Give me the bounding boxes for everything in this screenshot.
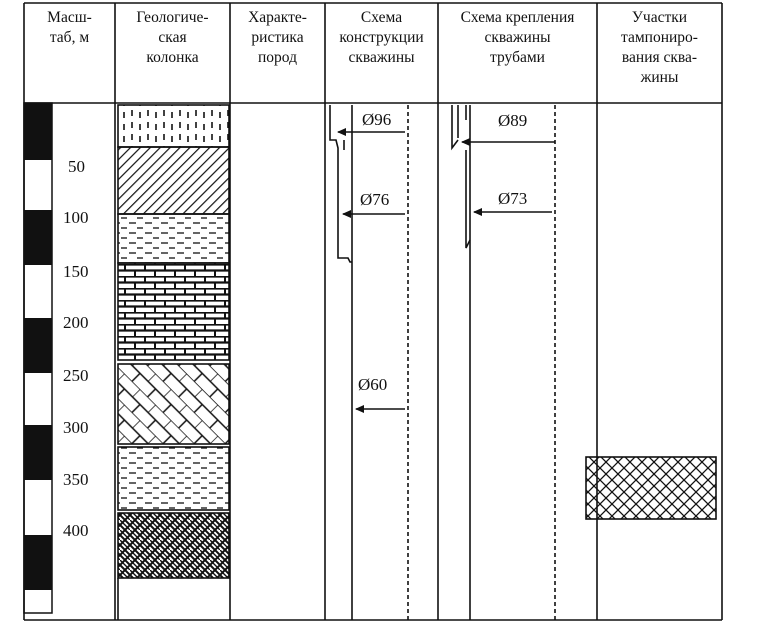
casing-scheme bbox=[452, 105, 555, 620]
scale-tick-label: 300 bbox=[63, 418, 89, 437]
scale-tick-label: 100 bbox=[63, 208, 89, 227]
scale-tick-label: 200 bbox=[63, 313, 89, 332]
scale-segment bbox=[24, 425, 52, 480]
geological-column bbox=[118, 105, 229, 620]
scale-segment bbox=[24, 318, 52, 373]
scale-tick-label: 250 bbox=[63, 366, 89, 385]
diameter-label-96: Ø96 bbox=[362, 110, 392, 129]
layer-limestone bbox=[118, 263, 229, 360]
layer-shale bbox=[118, 147, 229, 214]
scale-bar bbox=[24, 103, 52, 613]
header-casing-scheme: Схема крепления скважины трубами bbox=[460, 9, 575, 66]
header-scale: Масш- таб, м bbox=[47, 9, 92, 46]
scale-segment bbox=[24, 210, 52, 265]
layer-clay bbox=[118, 214, 229, 263]
diameter-label-76: Ø76 bbox=[360, 190, 390, 209]
layer-crystalline bbox=[118, 513, 229, 578]
scale-tick-label: 50 bbox=[68, 157, 85, 176]
layer-sand bbox=[118, 105, 229, 147]
well-wall-stepped bbox=[330, 105, 352, 262]
header-well-construction: Схема конструкции скважины bbox=[339, 9, 424, 66]
scale-segment bbox=[24, 535, 52, 590]
scale-tick-label: 150 bbox=[63, 262, 89, 281]
header-geological-column: Геологиче- ская колонка bbox=[136, 9, 209, 66]
layer-dolomite bbox=[118, 364, 229, 444]
diameter-label-73: Ø73 bbox=[498, 189, 528, 208]
diameter-label-89: Ø89 bbox=[498, 111, 528, 130]
layer-clay-lower bbox=[118, 447, 229, 510]
scale-tick-label: 400 bbox=[63, 521, 89, 540]
scale-tick-label: 350 bbox=[63, 470, 89, 489]
cementing-zone bbox=[586, 457, 716, 519]
scale-segment bbox=[24, 103, 52, 160]
diameter-label-60: Ø60 bbox=[358, 375, 388, 394]
header-cementing-zones: Участки тампониро- вания сква- жины bbox=[621, 9, 698, 86]
well-construction-scheme bbox=[330, 105, 408, 620]
header-rock-characteristics: Характе- ристика пород bbox=[248, 9, 307, 66]
casing-shoe-upper bbox=[452, 105, 458, 148]
